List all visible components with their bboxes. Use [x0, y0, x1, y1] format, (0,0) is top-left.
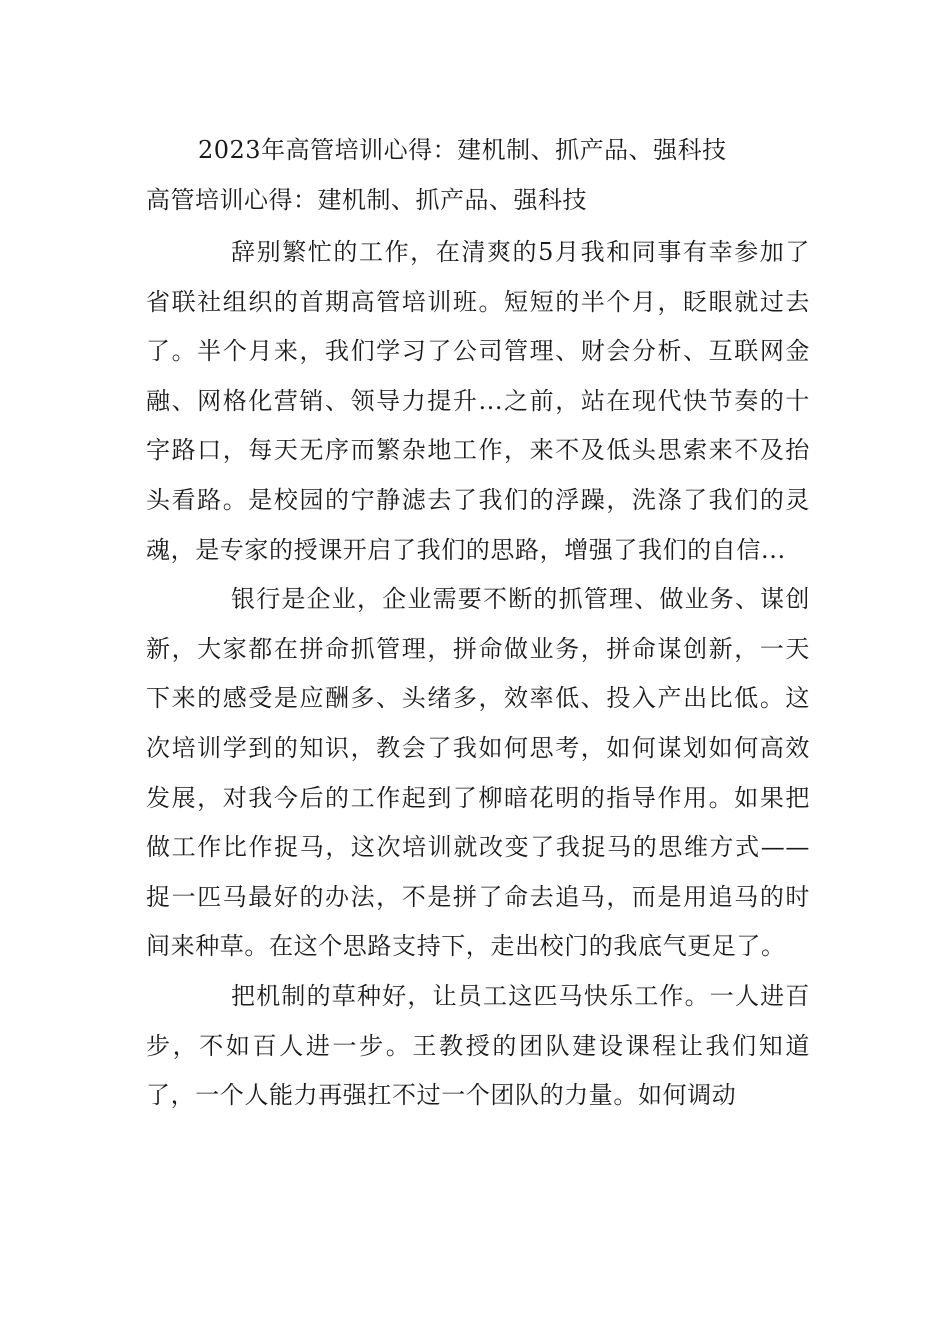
paragraph-2: 银行是企业，企业需要不断的抓管理、做业务、谋创新，大家都在拼命抓管理，拼命做业务，拼命谋创新，一天下来的感受是应酬多、头绪多，效率低、投入产出比低。这次培训学到的知识，教会了我如何思考，如何谋划如何高效发展，对我今后的工作起到了柳暗花明的指导作用。如果把做工作比作捉马，这次培训就改变了我捉马的思维方式——捉一匹马最好的办法，不是拼了命去追马，而是用追马的时间来种草。在这个思路支持下，走出校门的我底气更足了。	[146, 585, 810, 961]
paragraph-3: 把机制的草种好，让员工这匹马快乐工作。一人进百步，不如百人进一步。王教授的团队建设课程让我们知道了，一个人能力再强扛不过一个团队的力量。如何调动	[146, 981, 810, 1110]
document-body	[146, 228, 810, 1121]
paragraph-1: 辞别繁忙的工作，在清爽的5月我和同事有幸参加了省联社组织的首期高管培训班。短短的半个月，眨眼就过去了。半个月来，我们学习了公司管理、财会分析、互联网金融、网格化营销、领导力提升...之前，站在现代快节奏的十字路口，每天无序而繁杂地工作，来不及低头思索来不及抬头看路。是校园的宁静滤去了我们的浮躁，洗涤了我们的灵魂，是专家的授课开启了我们的思路，增强了我们的自信...	[146, 238, 810, 564]
document-subtitle: 高管培训心得：建机制、抓产品、强科技	[146, 186, 587, 214]
document-title: 2023年高管培训心得：建机制、抓产品、强科技	[198, 136, 727, 164]
